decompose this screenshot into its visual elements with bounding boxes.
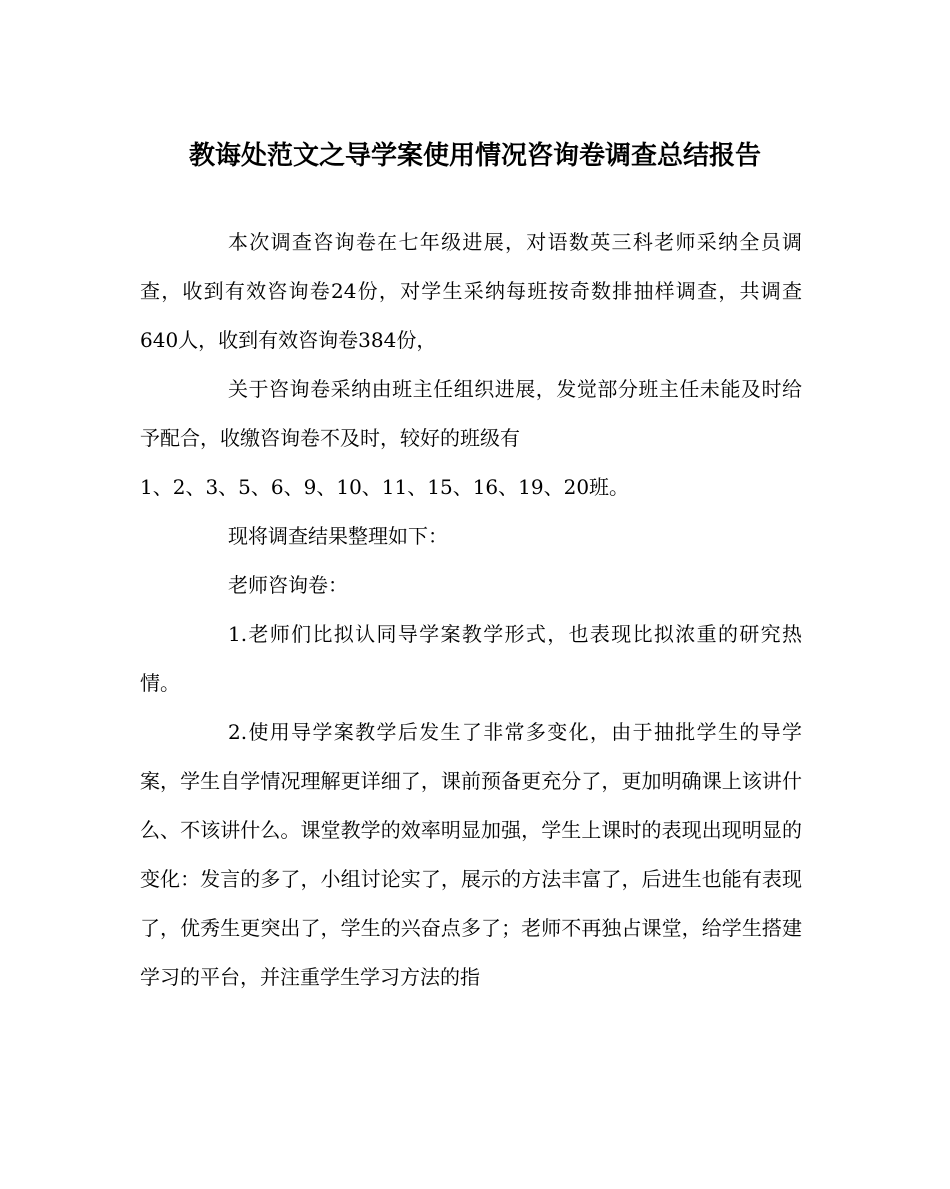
paragraph-survey-scope: 本次调查咨询卷在七年级进展，对语数英三科老师采纳全员调查，收到有效咨询卷24份，对学生采纳每班按奇数排抽样调查，共调查640人，收到有效咨询卷384份， (140, 230, 802, 352)
document-body (140, 218, 802, 1002)
paragraph-results-intro: 现将调查结果整理如下： (228, 524, 448, 548)
paragraph-collection: 关于咨询卷采纳由班主任组织进展，发觉部分班主任未能及时给予配合，收缴咨询卷不及时，较好的班级有 (140, 377, 802, 450)
paragraph-class-list: 1、2、3、5、6、9、10、11、15、16、19、20班。 (140, 475, 630, 499)
paragraph-point-1: 1.老师们比拟认同导学案教学形式，也表现比拟浓重的研究热情。 (140, 622, 802, 695)
document-title: 教诲处范文之导学案使用情况咨询卷调查总结报告 (188, 141, 761, 171)
paragraph-point-2: 2.使用导学案教学后发生了非常多变化，由于抽批学生的导学案，学生自学情况理解更详细了，课前预备更充分了，更加明确课上该讲什么、不该讲什么。课堂教学的效率明显加强，学生上课时的表现出现明显的变化：发言的多了，小组讨论实了，展示的方法丰富了，后进生也能有表现了，优秀生更突出了，学生的兴奋点多了；老师不再独占课堂，给学生搭建学习的平台，并注重学生学习方法的指 (140, 720, 802, 989)
section-heading-teacher: 老师咨询卷： (228, 573, 348, 597)
